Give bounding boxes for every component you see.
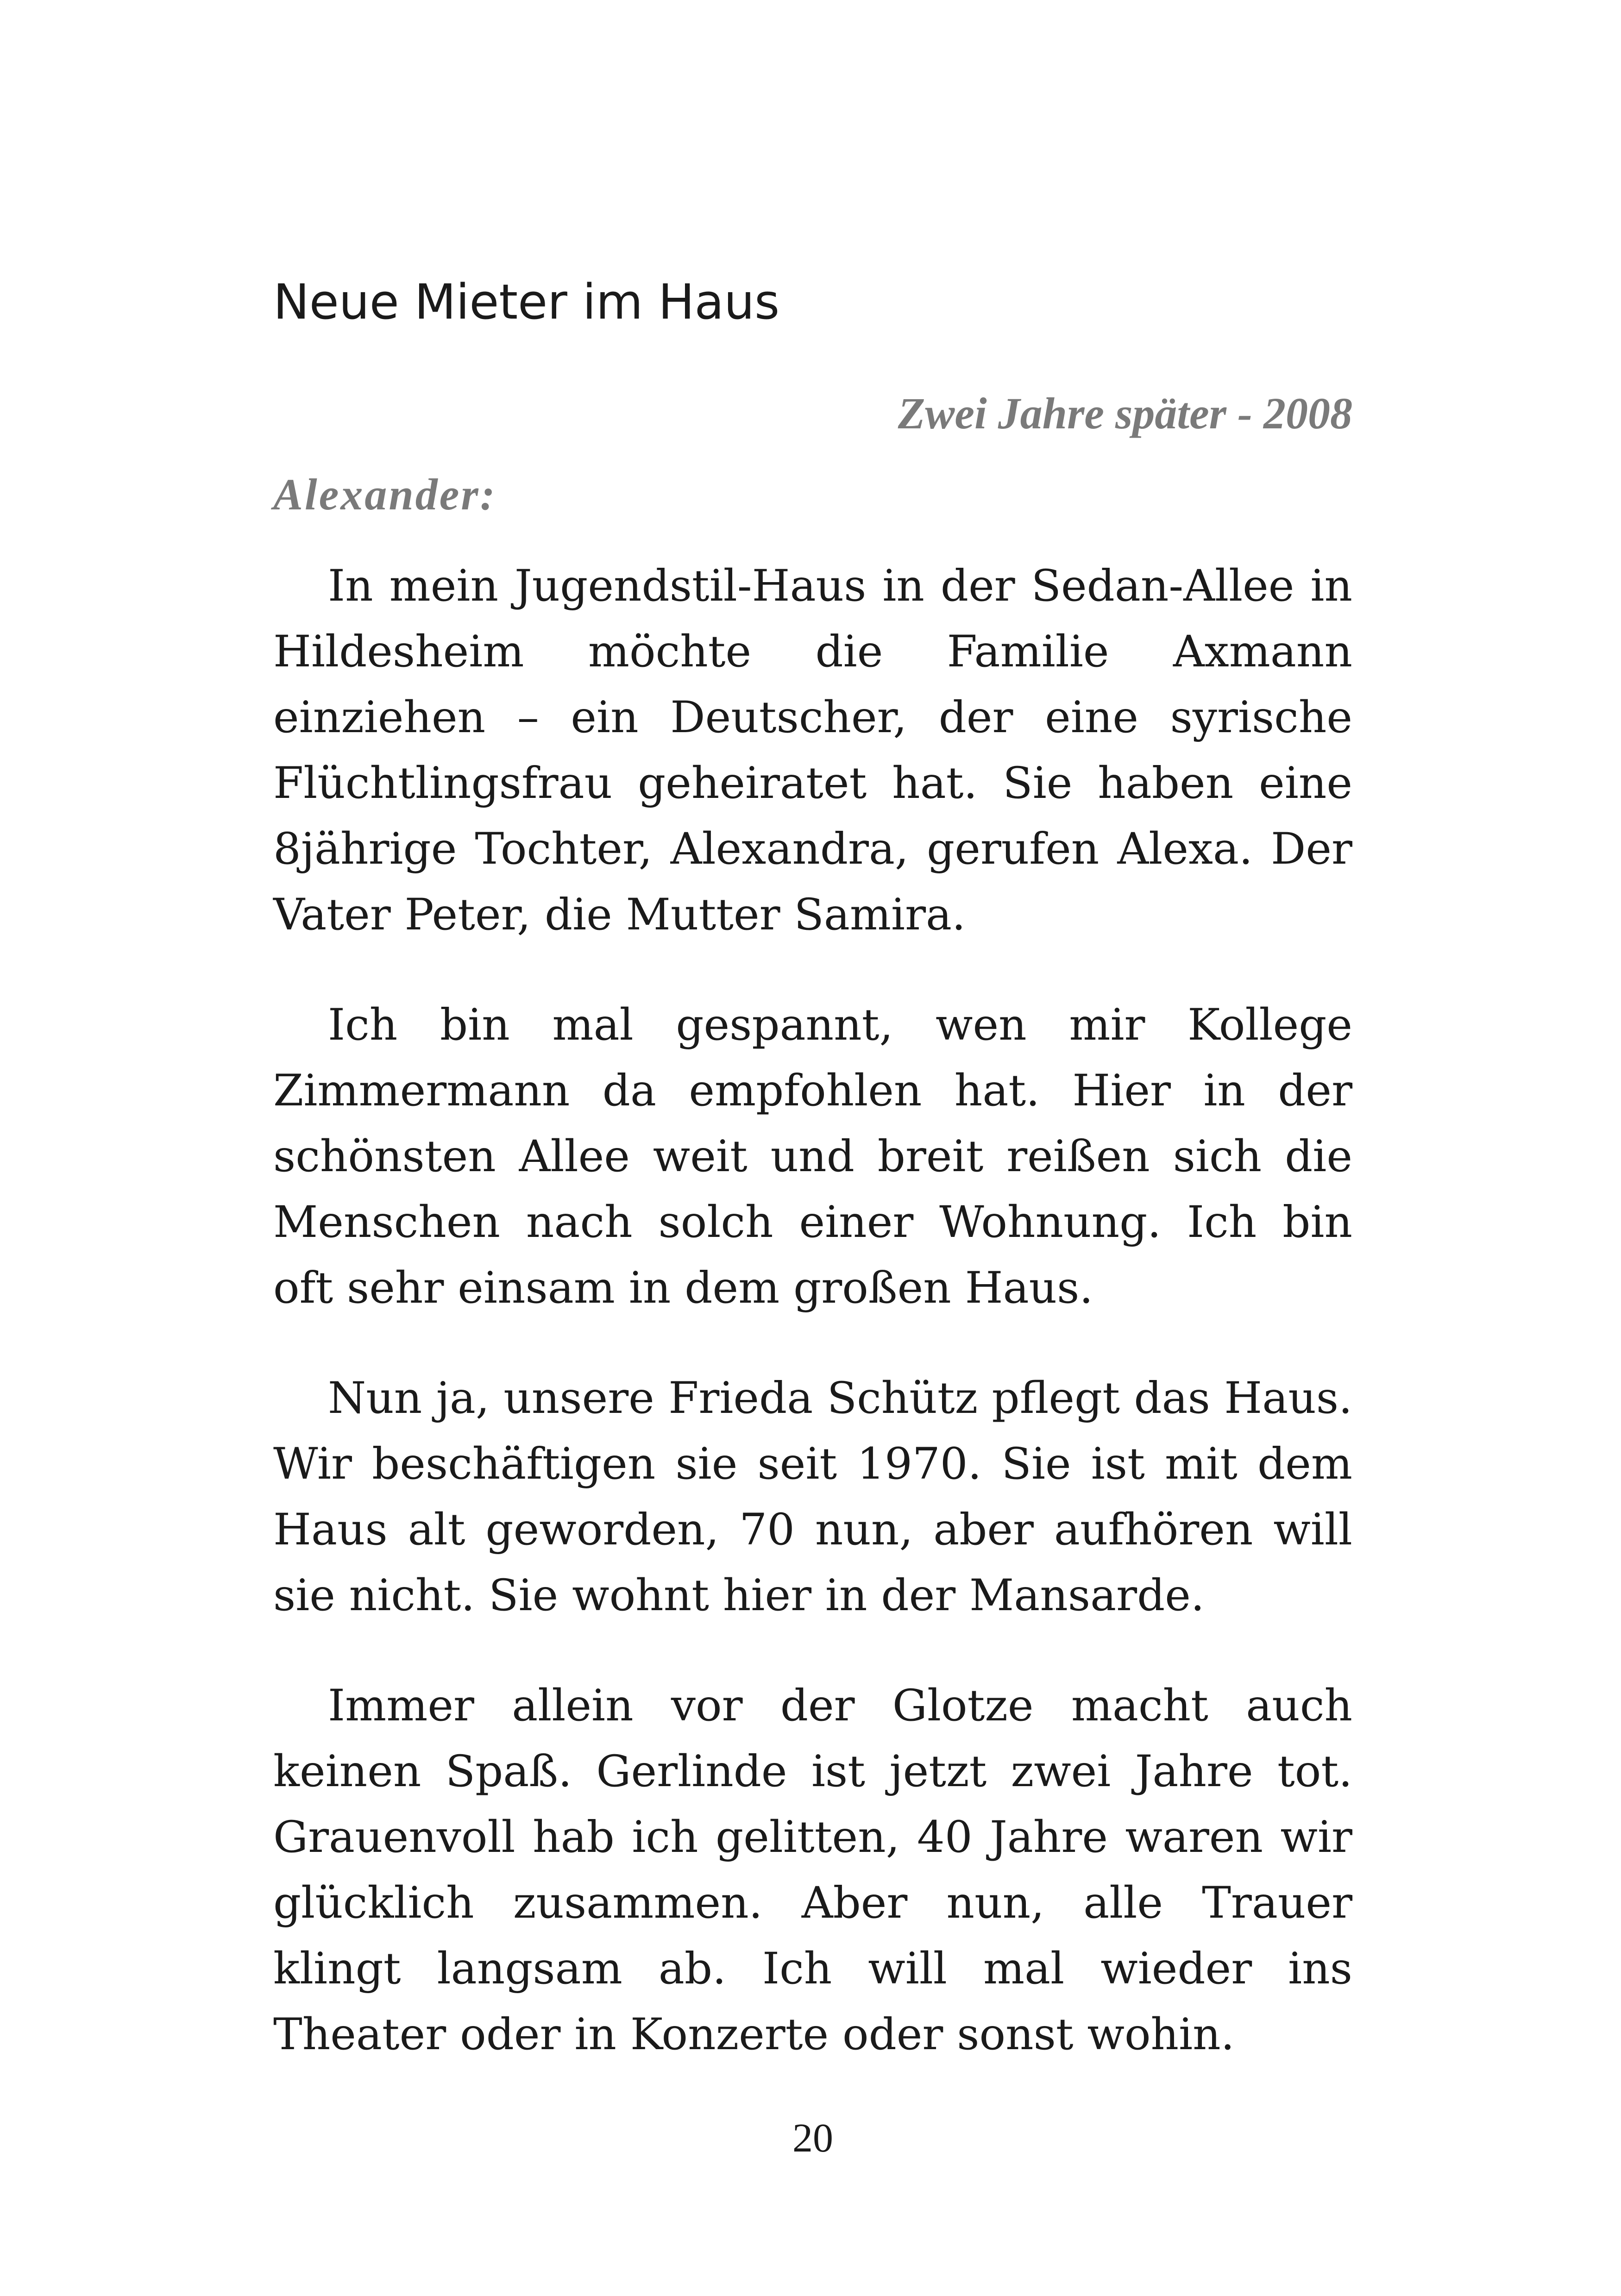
page-number: 20 [792,2116,833,2161]
time-note: Zwei Jahre später - 2008 [898,389,1352,438]
paragraph-3: Nun ja, unsere Frieda Schütz pflegt das Haus. Wir beschäftigen sie seit 1970. Sie ist mit dem Haus alt geworden, 70 nun, aber aufhören will sie nicht. Sie wohnt hier in der Mansarde. [273,1373,1352,1621]
body-text [273,553,1352,2112]
paragraph-4: Immer allein vor der Glotze macht auch keinen Spaß. Gerlinde ist jetzt zwei Jahre tot. Grauenvoll hab ich gelitten, 40 Jahre waren wir glücklich zusammen. Aber nun, alle Trauer klingt langsam ab. Ich will mal wieder ins Theater oder in Konzerte oder sonst wohin. [273,1681,1352,2060]
book-page [273,0,1352,2296]
chapter-title: Neue Mieter im Haus [273,274,780,330]
paragraph-2: Ich bin mal gespannt, wen mir Kollege Zimmermann da empfohlen hat. Hier in der schönsten Allee weit und breit reißen sich die Menschen nach solch einer Wohnung. Ich bin oft sehr einsam in dem großen Haus. [273,1000,1352,1313]
speaker-label: Alexander: [273,470,497,519]
paragraph-1: In mein Jugendstil-Haus in der Sedan-Allee in Hildesheim möchte die Familie Axmann einziehen – ein Deutscher, der eine syrische Flüchtlingsfrau geheiratet hat. Sie haben eine 8jährige Tochter, Alexandra, gerufen Alexa. Der Vater Peter, die Mutter Samira. [273,561,1352,940]
